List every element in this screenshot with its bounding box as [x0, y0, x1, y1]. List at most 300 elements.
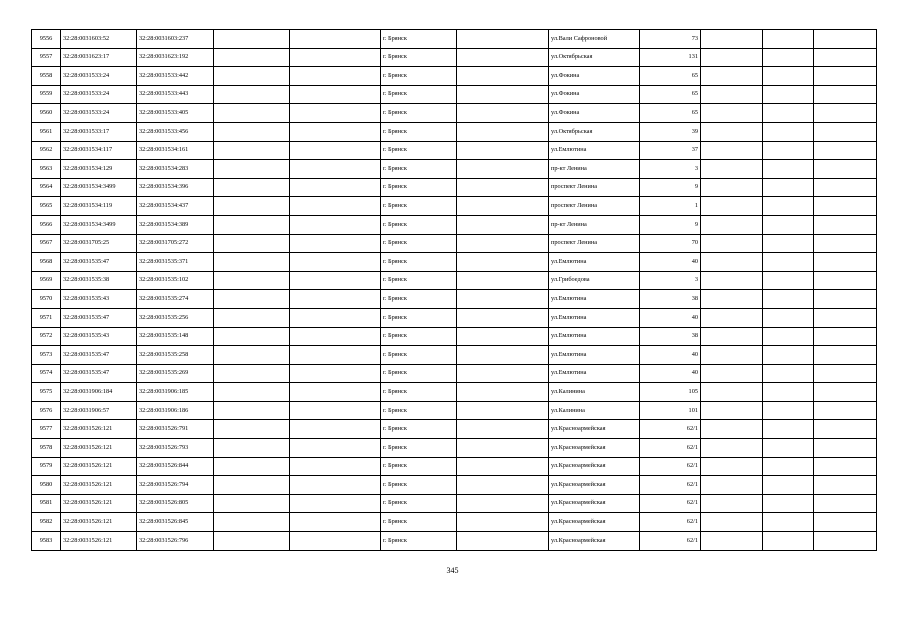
table-row [32, 439, 877, 458]
street-cell: ул.Емлютина [549, 327, 640, 346]
empty-cell [814, 383, 877, 402]
row-number-cell: 9578 [32, 439, 61, 458]
cadastral-number-cell: 32:28:0031534:119 [61, 197, 137, 216]
street-cell: ул.Красноармейская [549, 457, 640, 476]
city-cell: г. Брянск [381, 401, 457, 420]
empty-cell [814, 122, 877, 141]
empty-cell [814, 30, 877, 49]
empty-cell [214, 48, 290, 67]
empty-cell [763, 290, 814, 309]
empty-cell [814, 364, 877, 383]
empty-cell [290, 364, 381, 383]
street-cell: ул.Емлютина [549, 308, 640, 327]
empty-cell [763, 439, 814, 458]
empty-cell [701, 513, 763, 532]
empty-cell [290, 122, 381, 141]
table-row [32, 494, 877, 513]
empty-cell [457, 383, 549, 402]
city-cell: г. Брянск [381, 122, 457, 141]
row-number-cell: 9579 [32, 457, 61, 476]
empty-cell [701, 253, 763, 272]
table-row [32, 457, 877, 476]
empty-cell [763, 532, 814, 551]
empty-cell [763, 420, 814, 439]
empty-cell [290, 104, 381, 123]
empty-cell [290, 532, 381, 551]
cadastral-number-cell: 32:28:0031526:121 [61, 439, 137, 458]
empty-cell [290, 178, 381, 197]
row-number-cell: 9581 [32, 494, 61, 513]
street-cell: проспект Ленина [549, 234, 640, 253]
house-number-cell: 62/1 [640, 476, 701, 495]
empty-cell [814, 401, 877, 420]
empty-cell [290, 290, 381, 309]
cadastral-number-premises-cell: 32:28:0031526:805 [137, 494, 214, 513]
cadastral-number-premises-cell: 32:28:0031535:258 [137, 346, 214, 365]
cadastral-number-cell: 32:28:0031535:47 [61, 253, 137, 272]
empty-cell [214, 290, 290, 309]
house-number-cell: 62/1 [640, 494, 701, 513]
table-row [32, 383, 877, 402]
empty-cell [701, 67, 763, 86]
empty-cell [457, 160, 549, 179]
house-number-cell: 70 [640, 234, 701, 253]
city-cell: г. Брянск [381, 85, 457, 104]
table-row [32, 67, 877, 86]
table-row [32, 141, 877, 160]
street-cell: ул.Фокина [549, 85, 640, 104]
empty-cell [701, 327, 763, 346]
cadastral-number-premises-cell: 32:28:0031526:796 [137, 532, 214, 551]
cadastral-number-cell: 32:28:0031526:121 [61, 457, 137, 476]
house-number-cell: 62/1 [640, 420, 701, 439]
register-table-body [32, 30, 877, 551]
empty-cell [701, 439, 763, 458]
row-number-cell: 9576 [32, 401, 61, 420]
city-cell: г. Брянск [381, 476, 457, 495]
cadastral-number-premises-cell: 32:28:0031623:192 [137, 48, 214, 67]
empty-cell [214, 383, 290, 402]
empty-cell [701, 48, 763, 67]
empty-cell [701, 494, 763, 513]
empty-cell [701, 420, 763, 439]
cadastral-number-premises-cell: 32:28:0031535:256 [137, 308, 214, 327]
empty-cell [701, 215, 763, 234]
street-cell: ул.Калинина [549, 401, 640, 420]
empty-cell [701, 346, 763, 365]
street-cell: ул.Октябрьская [549, 48, 640, 67]
row-number-cell: 9562 [32, 141, 61, 160]
empty-cell [814, 85, 877, 104]
empty-cell [214, 457, 290, 476]
empty-cell [214, 494, 290, 513]
empty-cell [214, 532, 290, 551]
cadastral-number-cell: 32:28:0031526:121 [61, 494, 137, 513]
empty-cell [290, 271, 381, 290]
row-number-cell: 9572 [32, 327, 61, 346]
empty-cell [214, 401, 290, 420]
cadastral-number-premises-cell: 32:28:0031535:269 [137, 364, 214, 383]
empty-cell [290, 513, 381, 532]
empty-cell [290, 215, 381, 234]
empty-cell [763, 346, 814, 365]
house-number-cell: 40 [640, 364, 701, 383]
cadastral-number-premises-cell: 32:28:0031603:237 [137, 30, 214, 49]
table-row [32, 513, 877, 532]
empty-cell [214, 327, 290, 346]
table-row [32, 215, 877, 234]
cadastral-number-premises-cell: 32:28:0031533:405 [137, 104, 214, 123]
cadastral-number-cell: 32:28:0031534:129 [61, 160, 137, 179]
cadastral-number-premises-cell: 32:28:0031534:389 [137, 215, 214, 234]
empty-cell [290, 494, 381, 513]
empty-cell [814, 197, 877, 216]
city-cell: г. Брянск [381, 346, 457, 365]
street-cell: ул.Емлютина [549, 141, 640, 160]
empty-cell [290, 48, 381, 67]
empty-cell [701, 532, 763, 551]
cadastral-number-cell: 32:28:0031533:24 [61, 104, 137, 123]
empty-cell [814, 290, 877, 309]
empty-cell [290, 457, 381, 476]
empty-cell [763, 383, 814, 402]
city-cell: г. Брянск [381, 290, 457, 309]
empty-cell [457, 104, 549, 123]
city-cell: г. Брянск [381, 197, 457, 216]
table-row [32, 364, 877, 383]
cadastral-number-premises-cell: 32:28:0031906:186 [137, 401, 214, 420]
empty-cell [290, 308, 381, 327]
street-cell: ул.Грибоедова [549, 271, 640, 290]
cadastral-number-cell: 32:28:0031603:52 [61, 30, 137, 49]
street-cell: ул.Красноармейская [549, 476, 640, 495]
empty-cell [290, 401, 381, 420]
cadastral-number-premises-cell: 32:28:0031533:443 [137, 85, 214, 104]
row-number-cell: 9575 [32, 383, 61, 402]
empty-cell [214, 67, 290, 86]
street-cell: ул.Красноармейская [549, 494, 640, 513]
cadastral-number-cell: 32:28:0031906:57 [61, 401, 137, 420]
row-number-cell: 9564 [32, 178, 61, 197]
house-number-cell: 101 [640, 401, 701, 420]
empty-cell [763, 401, 814, 420]
cadastral-number-cell: 32:28:0031534:117 [61, 141, 137, 160]
row-number-cell: 9567 [32, 234, 61, 253]
empty-cell [214, 160, 290, 179]
empty-cell [214, 104, 290, 123]
page-number: 345 [446, 566, 459, 575]
empty-cell [457, 234, 549, 253]
house-number-cell: 105 [640, 383, 701, 402]
empty-cell [290, 197, 381, 216]
street-cell: пр-кт Ленина [549, 160, 640, 179]
house-number-cell: 39 [640, 122, 701, 141]
empty-cell [763, 234, 814, 253]
row-number-cell: 9569 [32, 271, 61, 290]
empty-cell [290, 85, 381, 104]
empty-cell [701, 141, 763, 160]
house-number-cell: 9 [640, 215, 701, 234]
empty-cell [763, 494, 814, 513]
city-cell: г. Брянск [381, 457, 457, 476]
cadastral-number-cell: 32:28:0031533:17 [61, 122, 137, 141]
empty-cell [457, 48, 549, 67]
empty-cell [763, 513, 814, 532]
row-number-cell: 9577 [32, 420, 61, 439]
city-cell: г. Брянск [381, 30, 457, 49]
cadastral-number-premises-cell: 32:28:0031705:272 [137, 234, 214, 253]
house-number-cell: 62/1 [640, 457, 701, 476]
empty-cell [457, 401, 549, 420]
street-cell: ул.Емлютина [549, 290, 640, 309]
cadastral-number-cell: 32:28:0031534:3499 [61, 178, 137, 197]
cadastral-number-premises-cell: 32:28:0031535:102 [137, 271, 214, 290]
city-cell: г. Брянск [381, 48, 457, 67]
empty-cell [290, 234, 381, 253]
empty-cell [701, 160, 763, 179]
row-number-cell: 9574 [32, 364, 61, 383]
empty-cell [701, 122, 763, 141]
cadastral-number-cell: 32:28:0031535:43 [61, 290, 137, 309]
empty-cell [290, 327, 381, 346]
city-cell: г. Брянск [381, 67, 457, 86]
empty-cell [701, 308, 763, 327]
empty-cell [214, 439, 290, 458]
empty-cell [457, 457, 549, 476]
city-cell: г. Брянск [381, 215, 457, 234]
cadastral-number-premises-cell: 32:28:0031534:396 [137, 178, 214, 197]
city-cell: г. Брянск [381, 104, 457, 123]
table-row [32, 253, 877, 272]
row-number-cell: 9580 [32, 476, 61, 495]
empty-cell [290, 420, 381, 439]
cadastral-number-cell: 32:28:0031535:43 [61, 327, 137, 346]
cadastral-number-cell: 32:28:0031534:3499 [61, 215, 137, 234]
empty-cell [214, 253, 290, 272]
table-row [32, 30, 877, 49]
city-cell: г. Брянск [381, 160, 457, 179]
empty-cell [763, 178, 814, 197]
empty-cell [814, 308, 877, 327]
empty-cell [214, 122, 290, 141]
cadastral-number-premises-cell: 32:28:0031535:148 [137, 327, 214, 346]
empty-cell [814, 346, 877, 365]
empty-cell [763, 308, 814, 327]
house-number-cell: 38 [640, 327, 701, 346]
empty-cell [763, 48, 814, 67]
house-number-cell: 3 [640, 160, 701, 179]
empty-cell [457, 420, 549, 439]
empty-cell [701, 383, 763, 402]
table-row [32, 48, 877, 67]
table-row [32, 178, 877, 197]
empty-cell [814, 513, 877, 532]
empty-cell [701, 104, 763, 123]
empty-cell [290, 439, 381, 458]
city-cell: г. Брянск [381, 141, 457, 160]
empty-cell [457, 494, 549, 513]
cadastral-number-cell: 32:28:0031533:24 [61, 67, 137, 86]
row-number-cell: 9568 [32, 253, 61, 272]
empty-cell [701, 290, 763, 309]
cadastral-number-premises-cell: 32:28:0031533:442 [137, 67, 214, 86]
empty-cell [701, 85, 763, 104]
empty-cell [214, 178, 290, 197]
cadastral-number-cell: 32:28:0031623:17 [61, 48, 137, 67]
empty-cell [214, 30, 290, 49]
empty-cell [290, 383, 381, 402]
empty-cell [214, 364, 290, 383]
empty-cell [214, 215, 290, 234]
street-cell: проспект Ленина [549, 178, 640, 197]
empty-cell [457, 67, 549, 86]
city-cell: г. Брянск [381, 271, 457, 290]
empty-cell [457, 476, 549, 495]
empty-cell [457, 85, 549, 104]
row-number-cell: 9582 [32, 513, 61, 532]
empty-cell [814, 48, 877, 67]
table-row [32, 85, 877, 104]
empty-cell [814, 141, 877, 160]
empty-cell [814, 494, 877, 513]
empty-cell [290, 67, 381, 86]
cadastral-number-cell: 32:28:0031535:38 [61, 271, 137, 290]
row-number-cell: 9559 [32, 85, 61, 104]
empty-cell [457, 271, 549, 290]
empty-cell [814, 532, 877, 551]
cadastral-number-cell: 32:28:0031906:184 [61, 383, 137, 402]
empty-cell [814, 327, 877, 346]
empty-cell [763, 67, 814, 86]
empty-cell [290, 253, 381, 272]
row-number-cell: 9561 [32, 122, 61, 141]
house-number-cell: 62/1 [640, 513, 701, 532]
street-cell: ул.Октябрьская [549, 122, 640, 141]
table-row [32, 420, 877, 439]
street-cell: ул.Вали Сафроновой [549, 30, 640, 49]
table-row [32, 160, 877, 179]
empty-cell [763, 122, 814, 141]
city-cell: г. Брянск [381, 513, 457, 532]
street-cell: ул.Красноармейская [549, 532, 640, 551]
empty-cell [701, 197, 763, 216]
house-number-cell: 131 [640, 48, 701, 67]
house-number-cell: 1 [640, 197, 701, 216]
street-cell: ул.Красноармейская [549, 420, 640, 439]
cadastral-number-premises-cell: 32:28:0031535:371 [137, 253, 214, 272]
city-cell: г. Брянск [381, 327, 457, 346]
empty-cell [814, 476, 877, 495]
empty-cell [763, 457, 814, 476]
empty-cell [457, 290, 549, 309]
empty-cell [214, 85, 290, 104]
row-number-cell: 9565 [32, 197, 61, 216]
empty-cell [701, 476, 763, 495]
cadastral-number-cell: 32:28:0031526:121 [61, 420, 137, 439]
empty-cell [763, 271, 814, 290]
empty-cell [457, 141, 549, 160]
empty-cell [763, 85, 814, 104]
house-number-cell: 62/1 [640, 439, 701, 458]
empty-cell [457, 122, 549, 141]
empty-cell [290, 30, 381, 49]
empty-cell [701, 234, 763, 253]
empty-cell [214, 234, 290, 253]
house-number-cell: 65 [640, 85, 701, 104]
city-cell: г. Брянск [381, 439, 457, 458]
cadastral-number-cell: 32:28:0031535:47 [61, 364, 137, 383]
street-cell: ул.Емлютина [549, 364, 640, 383]
city-cell: г. Брянск [381, 532, 457, 551]
city-cell: г. Брянск [381, 494, 457, 513]
city-cell: г. Брянск [381, 253, 457, 272]
empty-cell [763, 141, 814, 160]
empty-cell [457, 308, 549, 327]
house-number-cell: 38 [640, 290, 701, 309]
city-cell: г. Брянск [381, 308, 457, 327]
row-number-cell: 9560 [32, 104, 61, 123]
empty-cell [763, 104, 814, 123]
register-table [31, 29, 877, 551]
empty-cell [701, 271, 763, 290]
table-row [32, 290, 877, 309]
empty-cell [814, 160, 877, 179]
row-number-cell: 9573 [32, 346, 61, 365]
row-number-cell: 9566 [32, 215, 61, 234]
table-row [32, 122, 877, 141]
house-number-cell: 37 [640, 141, 701, 160]
table-row [32, 401, 877, 420]
house-number-cell: 73 [640, 30, 701, 49]
empty-cell [701, 457, 763, 476]
row-number-cell: 9556 [32, 30, 61, 49]
empty-cell [290, 160, 381, 179]
table-row [32, 197, 877, 216]
street-cell: проспект Ленина [549, 197, 640, 216]
row-number-cell: 9570 [32, 290, 61, 309]
street-cell: ул.Фокина [549, 104, 640, 123]
empty-cell [290, 476, 381, 495]
empty-cell [214, 271, 290, 290]
empty-cell [763, 327, 814, 346]
street-cell: ул.Калинина [549, 383, 640, 402]
house-number-cell: 65 [640, 67, 701, 86]
house-number-cell: 40 [640, 308, 701, 327]
empty-cell [457, 364, 549, 383]
empty-cell [701, 401, 763, 420]
empty-cell [214, 308, 290, 327]
house-number-cell: 62/1 [640, 532, 701, 551]
city-cell: г. Брянск [381, 234, 457, 253]
empty-cell [214, 197, 290, 216]
empty-cell [814, 104, 877, 123]
empty-cell [457, 178, 549, 197]
empty-cell [214, 346, 290, 365]
cadastral-number-cell: 32:28:0031535:47 [61, 346, 137, 365]
house-number-cell: 40 [640, 346, 701, 365]
cadastral-number-premises-cell: 32:28:0031526:845 [137, 513, 214, 532]
cadastral-number-cell: 32:28:0031535:47 [61, 308, 137, 327]
cadastral-number-cell: 32:28:0031526:121 [61, 513, 137, 532]
cadastral-number-premises-cell: 32:28:0031526:844 [137, 457, 214, 476]
empty-cell [457, 532, 549, 551]
row-number-cell: 9571 [32, 308, 61, 327]
empty-cell [457, 30, 549, 49]
table-row [32, 234, 877, 253]
empty-cell [763, 364, 814, 383]
cadastral-number-premises-cell: 32:28:0031533:456 [137, 122, 214, 141]
row-number-cell: 9583 [32, 532, 61, 551]
